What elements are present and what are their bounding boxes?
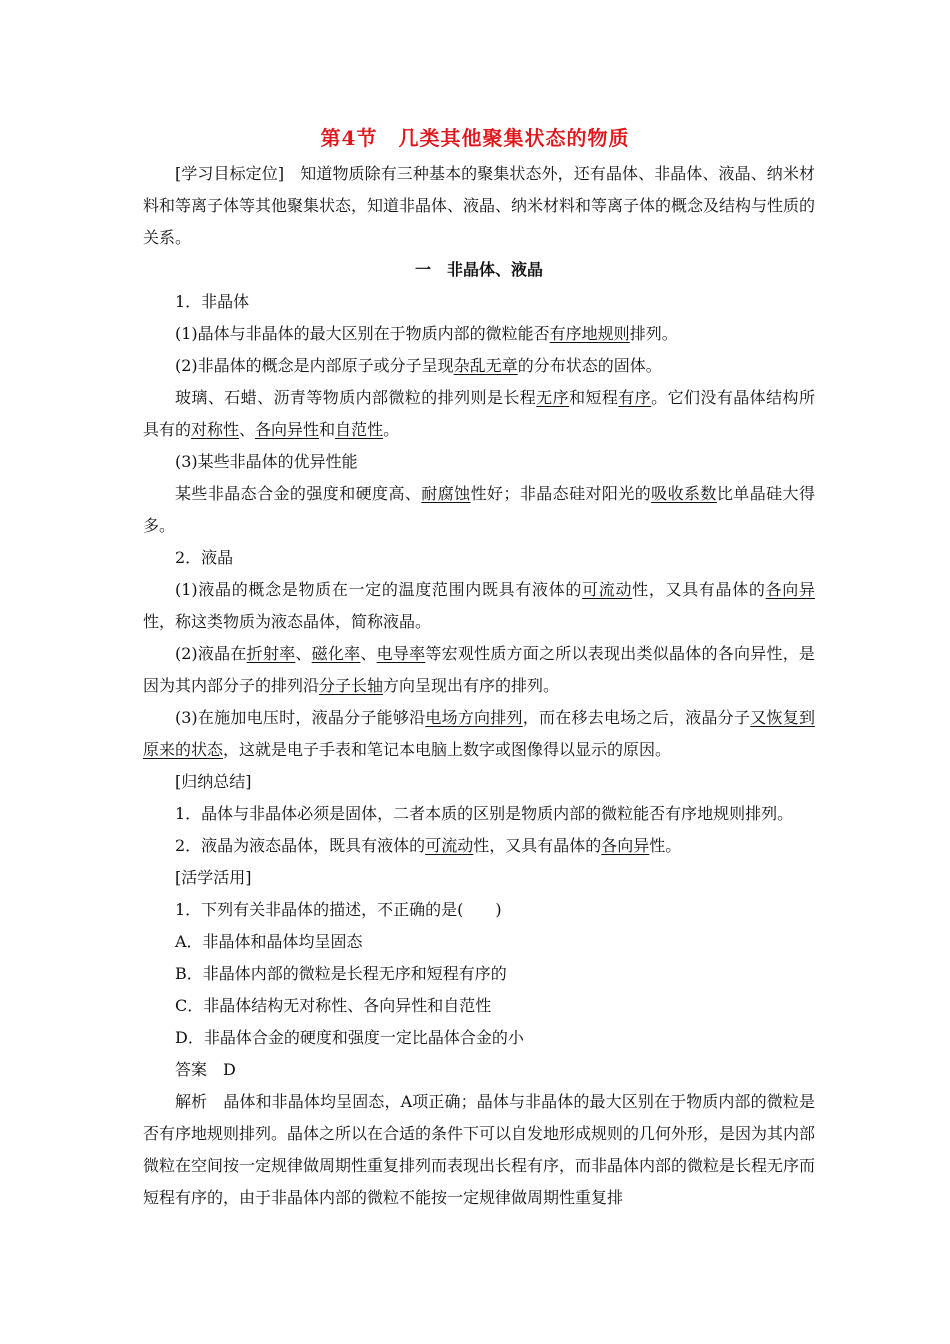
text-run: (1)液晶的概念是物质在一定的温度范围内既具有液体的 (175, 580, 583, 599)
underlined-term: 有序 (618, 388, 652, 407)
objective-text: 知道物质除有三种基本的聚集状态外，还有晶体、非晶体、液晶、纳米材料和等离子体等其他聚集状态，知道非晶体、液晶、纳米材料和等离子体的概念及结构与性质的关系。 (143, 164, 816, 247)
underlined-term: 可流动 (582, 580, 633, 599)
paragraph (143, 382, 815, 446)
text-run: 、 (239, 420, 256, 439)
underlined-term: 各向异 (765, 580, 815, 599)
option-b: B．非晶体内部的微粒是长程无序和短程有序的 (175, 964, 507, 983)
option-d: D．非晶体合金的硬度和强度一定比晶体合金的小 (175, 1028, 524, 1047)
text-run: 的分布状态的固体。 (517, 356, 662, 375)
subsection-title-liquid-crystal: 2．液晶 (175, 548, 234, 567)
underlined-term: 无序 (536, 388, 570, 407)
underlined-term: 杂乱无章 (453, 356, 518, 375)
text-run: (1)晶体与非晶体的最大区别在于物质内部的微粒能否 (175, 324, 550, 343)
paragraph (143, 638, 815, 702)
section-heading: 一 非晶体、液晶 (414, 260, 543, 279)
underlined-term: 自范性 (335, 420, 384, 439)
underlined-term: 有序地规则 (549, 324, 630, 343)
text-run: 玻璃、石蜡、沥青等物质内部微粒的排列则是长程 (175, 388, 537, 407)
text-run: 、 (295, 644, 312, 663)
question-stem: 1．下列有关非晶体的描述，不正确的是( ) (175, 900, 502, 919)
page-title: 第4节 几类其他聚集状态的物质 (320, 126, 630, 150)
document-body (143, 158, 815, 1214)
paragraph (143, 702, 815, 766)
underlined-term: 又恢复到原来的状态 (143, 708, 815, 759)
paragraph (143, 478, 815, 542)
summary-item: 1．晶体与非晶体必须是固体，二者本质的区别是物质内部的微粒能否有序地规则排列。 (175, 804, 794, 823)
learning-objective (143, 158, 815, 254)
summary-label: [归纳总结] (175, 772, 252, 791)
underlined-term: 对称性 (191, 420, 240, 439)
practice-label: [活学活用] (175, 868, 252, 887)
underlined-term: 可流动 (425, 836, 474, 855)
summary-item (143, 830, 815, 862)
text-run: 、 (360, 644, 377, 663)
objective-label: [学习目标定位] (175, 164, 285, 183)
text-run: 等宏观性质方面之所以表现出类似晶体的各向异性，是因为其内部分子的排列沿 (143, 644, 815, 695)
underlined-term: 电导率 (376, 644, 426, 663)
paragraph (143, 318, 815, 350)
text-run: 和短程 (569, 388, 619, 407)
text-run: 性好；非晶态硅对阳光的 (470, 484, 652, 503)
text-run: 和 (319, 420, 336, 439)
underlined-term: 各向异 (601, 836, 650, 855)
text-run: (3)在施加电压时，液晶分子能够沿 (175, 708, 426, 727)
text-run: 。它们没有晶体结构所具有的 (143, 388, 815, 439)
text-run: 性。 (649, 836, 682, 855)
option-a: A．非晶体和晶体均呈固态 (175, 932, 363, 951)
text-run: 方向呈现出有序的排列。 (383, 676, 560, 695)
text-run: 性，又具有晶体的 (473, 836, 602, 855)
underlined-term: 各向异性 (255, 420, 320, 439)
underlined-term: 电场方向排列 (425, 708, 523, 727)
text-run: (2)液晶在 (175, 644, 247, 663)
underlined-term: 磁化率 (311, 644, 361, 663)
subsection-title-amorphous: 1．非晶体 (175, 292, 250, 311)
underlined-term: 折射率 (246, 644, 296, 663)
text-run: 。 (383, 420, 400, 439)
underlined-term: 耐腐蚀 (421, 484, 471, 503)
text-run: 性，称这类物质为液态晶体，简称液晶。 (143, 612, 432, 631)
text-run: ，这就是电子手表和笔记本电脑上数字或图像得以显示的原因。 (223, 740, 672, 759)
text-run: (2)非晶体的概念是内部原子或分子呈现 (175, 356, 454, 375)
paragraph: (3)某些非晶体的优异性能 (175, 452, 358, 471)
text-run: 某些非晶态合金的强度和硬度高、 (175, 484, 422, 503)
analysis: 解析 晶体和非晶体均呈固态，A项正确；晶体与非晶体的最大区别在于物质内部的微粒是否有序地规则排列。晶体之所以在合适的条件下可以自发地形成规则的几何外形，是因为其内部微粒在空间按一定规律做周期性重复排列而表现出长程有序，而非晶体内部的微粒是长程无序而短程有序的，由于非晶体内部的微粒不能按一定规律做周期性重复排 (143, 1092, 816, 1207)
answer: 答案 D (175, 1060, 236, 1079)
paragraph (143, 574, 815, 638)
text-run: 2．液晶为液态晶体，既具有液体的 (175, 836, 426, 855)
text-run: ，而在移去电场之后，液晶分子 (522, 708, 751, 727)
text-run: 排列。 (629, 324, 678, 343)
underlined-term: 吸收系数 (651, 484, 717, 503)
text-run: 性，又具有晶体的 (632, 580, 766, 599)
paragraph (143, 350, 815, 382)
underlined-term: 分子长轴 (319, 676, 384, 695)
text-run: 比单晶硅大得多。 (143, 484, 815, 535)
option-c: C．非晶体结构无对称性、各向异性和自范性 (175, 996, 492, 1015)
